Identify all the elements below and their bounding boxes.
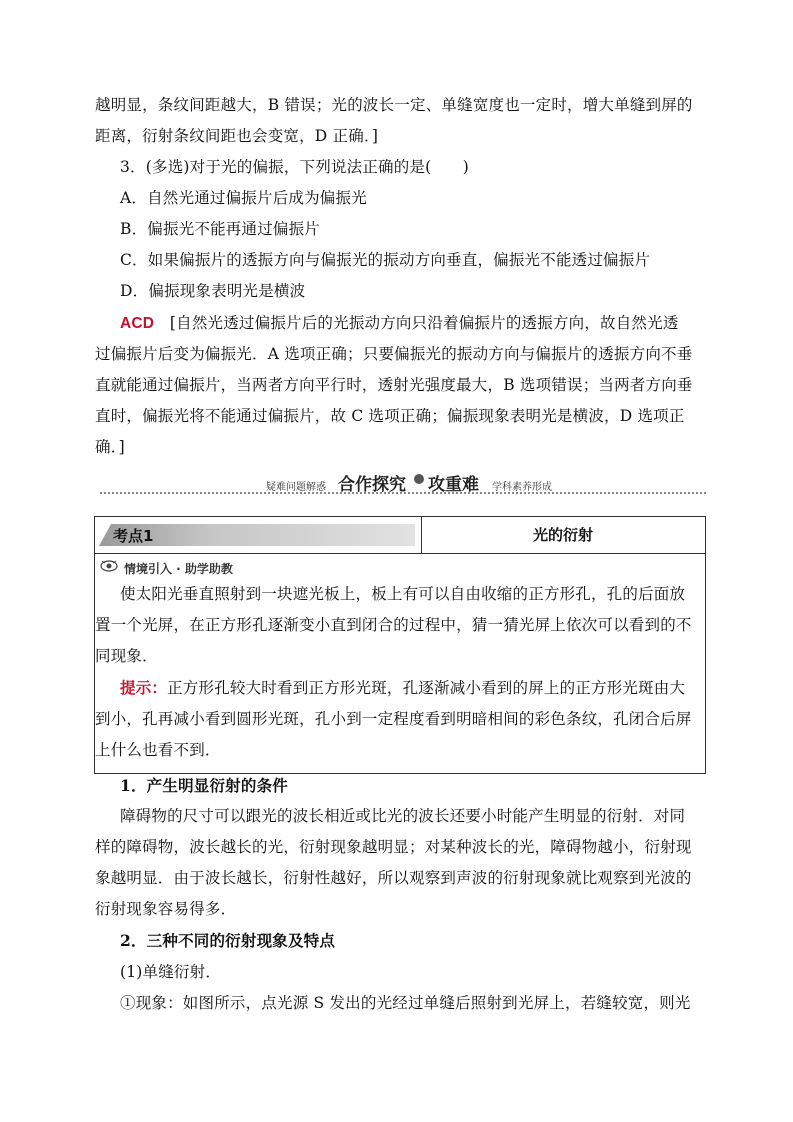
context-paragraph: 置一个光屏，在正方形孔逐渐变小直到闭合的过程中，猜一猜光屏上依次可以看到的不 bbox=[95, 616, 692, 634]
banner-left-text: 疑难问题解惑 bbox=[266, 482, 326, 493]
text-line: 距离，衍射条纹间距也会变宽，D 正确．] bbox=[95, 127, 379, 145]
section-2-subheading: (1)单缝衍射． bbox=[120, 963, 222, 981]
section-2-heading: 2．三种不同的衍射现象及特点 bbox=[120, 931, 336, 950]
answer-text: [自然光透过偏振片后的光振动方向只沿着偏振片的透振方向，故自然光透 bbox=[154, 314, 679, 332]
hint-label: 提示： bbox=[120, 678, 168, 697]
context-paragraph: 同现象． bbox=[95, 647, 158, 665]
answer-label: ACD bbox=[120, 315, 155, 332]
section-1-text: 象越明显．由于波长越长，衍射性越好，所以观察到声波的衍射现象就比观察到光波的 bbox=[95, 869, 692, 887]
hint-text: 到小，孔再减小看到圆形光斑，孔小到一定程度看到明暗相间的彩色条纹，孔闭合后屏 bbox=[95, 710, 692, 728]
topic-badge bbox=[99, 524, 415, 546]
option-d: D．偏振现象表明光是横波 bbox=[120, 282, 306, 300]
option-c: C．如果偏振片的透振方向与偏振光的振动方向垂直，偏振光不能透过偏振片 bbox=[120, 251, 651, 269]
hint-line bbox=[120, 677, 685, 699]
option-a: A．自然光通过偏振片后成为偏振光 bbox=[120, 189, 367, 207]
section-1-text: 障碍物的尺寸可以跟光的波长相近或比光的波长还要小时能产生明显的衍射．对同 bbox=[120, 807, 686, 825]
section-1-heading: 1．产生明显衍射的条件 bbox=[120, 776, 288, 795]
answer-line bbox=[120, 312, 679, 335]
eye-icon bbox=[100, 559, 118, 573]
banner-title-2: 攻重难 bbox=[428, 475, 479, 495]
hint-text: 正方形孔较大时看到正方形光斑，孔逐渐减小看到的屏上的正方形光斑由大 bbox=[167, 679, 686, 697]
context-box-heading: 情境引入 · 助学助教 bbox=[124, 562, 233, 576]
text-line: 越明显，条纹间距越大，B 错误；光的波长一定、单缝宽度也一定时，增大单缝到屏的 bbox=[95, 96, 693, 114]
answer-text: 直时，偏振光将不能通过偏振片，故 C 选项正确；偏振现象表明光是横波，D 选项正 bbox=[95, 407, 685, 425]
hint-text: 上什么也看不到． bbox=[95, 741, 221, 759]
answer-text: 过偏振片后变为偏振光．A 选项正确；只要偏振光的振动方向与偏振片的透振方向不垂 bbox=[95, 345, 693, 363]
topic-title: 光的衍射 bbox=[532, 526, 593, 544]
section-1-text: 衍射现象容易得多． bbox=[95, 900, 237, 918]
section-2-text: ①现象：如图所示，点光源 S 发出的光经过单缝后照射到光屏上，若缝较宽，则光 bbox=[120, 994, 691, 1012]
topic-badge-label: 考点1 bbox=[113, 527, 154, 545]
answer-text: 确．] bbox=[95, 438, 125, 456]
section-1-text: 样的障碍物，波长越长的光，衍射现象越明显；对某种波长的光，障碍物越小，衍射现 bbox=[95, 838, 692, 856]
question-3: 3．(多选)对于光的偏振，下列说法正确的是( ) bbox=[120, 158, 470, 176]
answer-text: 直就能通过偏振片，当两者方向平行时，透射光强度最大，B 选项错误；当两者方向垂 bbox=[95, 376, 693, 394]
banner-dot-icon bbox=[414, 474, 424, 484]
banner-title: 合作探究 bbox=[338, 475, 406, 495]
option-b: B．偏振光不能再通过偏振片 bbox=[120, 220, 320, 238]
section-banner bbox=[100, 470, 706, 496]
banner-right-text: 学科素养形成 bbox=[492, 482, 552, 493]
topic-header-table bbox=[94, 516, 706, 554]
banner-divider bbox=[100, 492, 706, 494]
context-paragraph: 使太阳光垂直照射到一块遮光板上，板上有可以自由收缩的正方形孔，孔的后面放 bbox=[120, 585, 686, 603]
